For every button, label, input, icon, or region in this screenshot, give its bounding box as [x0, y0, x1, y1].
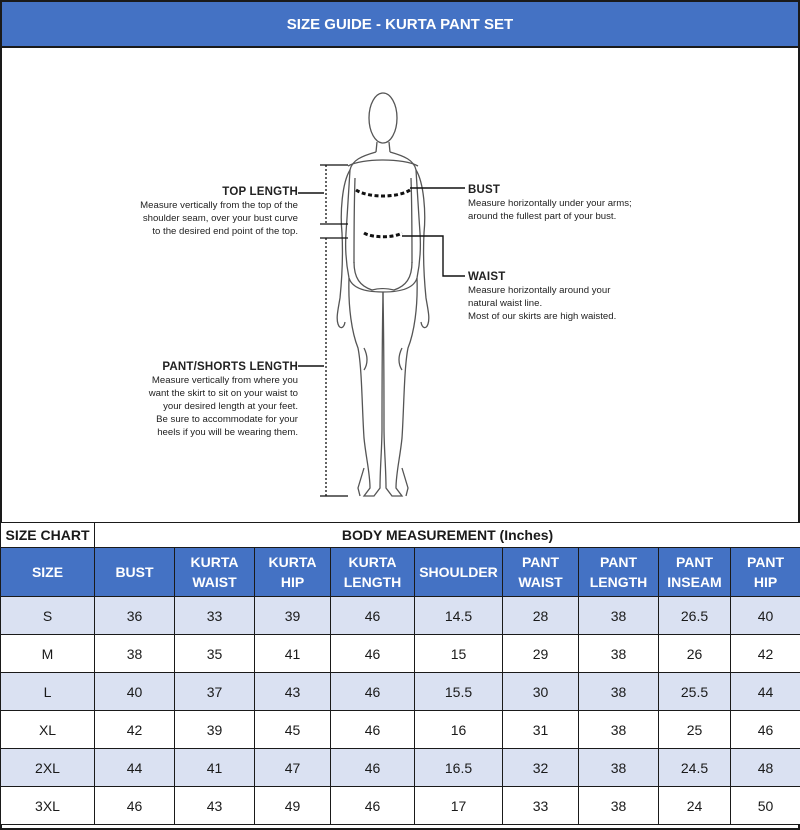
measurement-cell: 26.5 [659, 597, 731, 635]
measurement-cell: 24.5 [659, 749, 731, 787]
measurement-cell: 15 [415, 635, 503, 673]
bust-line: around the fullest part of your bust. [468, 211, 617, 222]
measurement-cell: 43 [255, 673, 331, 711]
size-cell: 2XL [1, 749, 95, 787]
column-header [1, 548, 95, 597]
waist-heading: WAIST [468, 271, 506, 283]
table-row [1, 787, 800, 825]
measurement-cell: 38 [579, 711, 659, 749]
measurement-cell: 16.5 [415, 749, 503, 787]
pant-length-line: Be sure to accommodate for your [156, 414, 298, 425]
measurement-cell: 29 [503, 635, 579, 673]
table-row [1, 749, 800, 787]
column-header-line: PANT [675, 554, 714, 570]
measurement-cell: 14.5 [415, 597, 503, 635]
column-header-line: SHOULDER [419, 564, 498, 580]
measurement-cell: 26 [659, 635, 731, 673]
measurement-cell: 42 [95, 711, 175, 749]
measurement-cell: 28 [503, 597, 579, 635]
pant-length-annotation [112, 361, 298, 439]
column-header [731, 548, 800, 597]
measurement-cell: 45 [255, 711, 331, 749]
pant-length-line: heels if you will be wearing them. [157, 427, 298, 438]
size-cell: XL [1, 711, 95, 749]
column-header-line: PANT [599, 554, 638, 570]
measurement-cell: 46 [331, 597, 415, 635]
measurement-cell: 42 [731, 635, 800, 673]
page-title [2, 2, 798, 48]
column-header-line: LENGTH [589, 574, 648, 590]
measurement-cell: 35 [175, 635, 255, 673]
measurement-cell: 39 [255, 597, 331, 635]
column-header [331, 548, 415, 597]
size-chart-label: SIZE CHART [1, 523, 95, 548]
top-length-line: Measure vertically from the top of the [140, 200, 298, 211]
column-header [255, 548, 331, 597]
bust-annotation [468, 184, 668, 223]
measurement-cell: 38 [579, 787, 659, 825]
measurement-cell: 43 [175, 787, 255, 825]
table-row [1, 673, 800, 711]
measurement-cell: 41 [175, 749, 255, 787]
size-cell: L [1, 673, 95, 711]
size-cell: S [1, 597, 95, 635]
measurement-cell: 39 [175, 711, 255, 749]
body-measurement-label: BODY MEASUREMENT (Inches) [95, 523, 800, 548]
table-column-headers [1, 548, 800, 597]
measurement-cell: 38 [95, 635, 175, 673]
measurement-cell: 50 [731, 787, 800, 825]
column-header [579, 548, 659, 597]
measurement-cell: 38 [579, 597, 659, 635]
column-header [175, 548, 255, 597]
column-header-line: INSEAM [667, 574, 722, 590]
measurement-cell: 30 [503, 673, 579, 711]
measurement-cell: 25 [659, 711, 731, 749]
column-header [659, 548, 731, 597]
column-header-line: BUST [115, 564, 154, 580]
pant-length-line: Measure vertically from where you [151, 375, 298, 386]
body-outline-illustration [2, 48, 798, 522]
measurement-cell: 32 [503, 749, 579, 787]
measurement-cell: 40 [95, 673, 175, 711]
measurement-cell: 33 [503, 787, 579, 825]
measurement-cell: 49 [255, 787, 331, 825]
column-header-line: SIZE [31, 564, 64, 580]
table-body [1, 597, 800, 825]
measurement-cell: 46 [731, 711, 800, 749]
bust-line: Measure horizontally under your arms; [468, 198, 632, 209]
column-header [503, 548, 579, 597]
column-header-line: HIP [753, 574, 778, 590]
waist-annotation [468, 271, 668, 323]
measurement-figure [2, 48, 798, 522]
column-header-line: WAIST [192, 574, 237, 590]
measurement-cell: 38 [579, 673, 659, 711]
table-row [1, 597, 800, 635]
measurement-cell: 41 [255, 635, 331, 673]
measurement-cell: 46 [331, 749, 415, 787]
measurement-cell: 46 [95, 787, 175, 825]
measurement-cell: 24 [659, 787, 731, 825]
pant-length-heading: PANT/SHORTS LENGTH [162, 361, 298, 373]
table-group-header [1, 523, 800, 548]
measurement-cell: 25.5 [659, 673, 731, 711]
column-header [95, 548, 175, 597]
measurement-cell: 38 [579, 635, 659, 673]
table-row [1, 635, 800, 673]
measurement-cell: 44 [731, 673, 800, 711]
measurement-cell: 38 [579, 749, 659, 787]
column-header-line: KURTA [348, 554, 397, 570]
table-row [1, 711, 800, 749]
column-header-line: WAIST [518, 574, 563, 590]
pant-length-line: your desired length at your feet. [163, 401, 298, 412]
column-header-line: PANT [747, 554, 785, 570]
page-title-text: SIZE GUIDE - KURTA PANT SET [286, 15, 514, 33]
size-cell: M [1, 635, 95, 673]
column-header-line: KURTA [268, 554, 317, 570]
measurement-cell: 46 [331, 711, 415, 749]
waist-line: Most of our skirts are high waisted. [468, 311, 617, 322]
column-header-line: HIP [280, 574, 305, 590]
measurement-cell: 16 [415, 711, 503, 749]
column-header-line: PANT [521, 554, 560, 570]
top-length-line: shoulder seam, over your bust curve [142, 213, 298, 224]
measurement-cell: 46 [331, 635, 415, 673]
pant-length-line: want the skirt to sit on your waist to [148, 388, 298, 399]
measurement-cell: 44 [95, 749, 175, 787]
waist-line: natural waist line. [468, 298, 543, 309]
measurement-cell: 40 [731, 597, 800, 635]
measurement-cell: 33 [175, 597, 255, 635]
bust-heading: BUST [468, 184, 501, 196]
measurement-cell: 15.5 [415, 673, 503, 711]
measurement-cell: 46 [331, 787, 415, 825]
top-length-annotation [122, 186, 298, 238]
measurement-cell: 31 [503, 711, 579, 749]
column-header-line: LENGTH [343, 574, 402, 590]
size-cell: 3XL [1, 787, 95, 825]
top-length-heading: TOP LENGTH [222, 186, 298, 198]
measurement-cell: 48 [731, 749, 800, 787]
size-chart-table [0, 522, 800, 825]
top-length-line: to the desired end point of the top. [152, 226, 298, 237]
column-header [415, 548, 503, 597]
waist-line: Measure horizontally around your [468, 285, 611, 296]
measurement-cell: 46 [331, 673, 415, 711]
measurement-cell: 17 [415, 787, 503, 825]
column-header-line: KURTA [190, 554, 239, 570]
measurement-cell: 37 [175, 673, 255, 711]
measurement-cell: 47 [255, 749, 331, 787]
measurement-cell: 36 [95, 597, 175, 635]
